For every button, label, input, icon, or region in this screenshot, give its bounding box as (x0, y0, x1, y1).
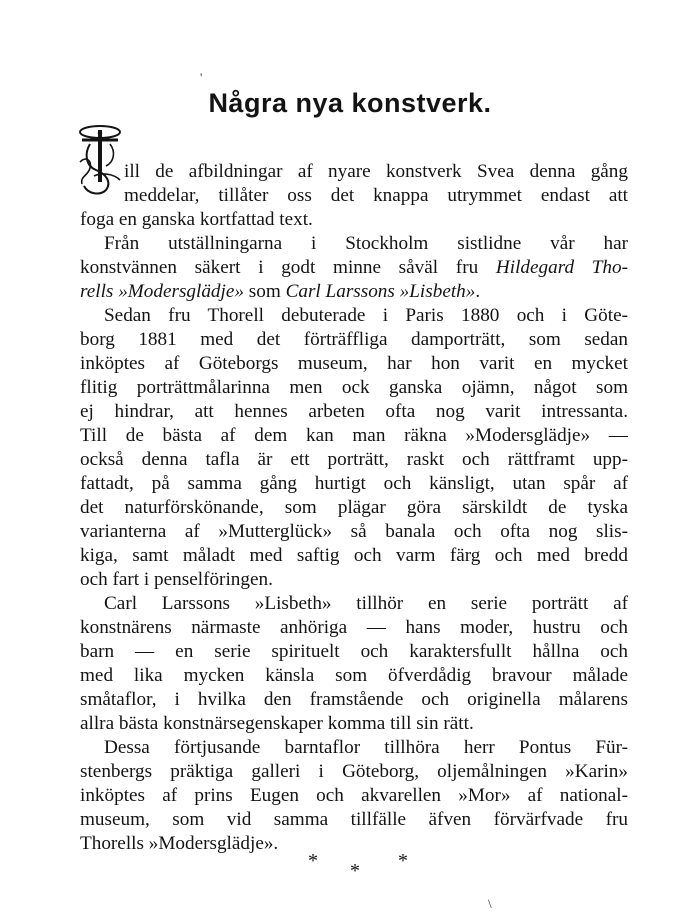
text-line: inköptes af Göteborgs museum, har hon varit en mycket (80, 353, 628, 374)
text-line: Från utställningarna i Stockholm sistlidne vår har (104, 233, 628, 254)
text-line: fattadt, på samma gång hurtigt och känsligt, utan spår af (80, 473, 628, 494)
text-line: varianterna af »Mutterglück» så banala och ofta nog slis- (80, 521, 628, 542)
asterisk: * (308, 850, 318, 872)
text-line: borg 1881 med det förträffliga damporträtt, som sedan (80, 329, 628, 350)
text-line: ej hindrar, att hennes arbeten ofta nog varit intressanta. (80, 401, 628, 422)
text-line: Till de bästa af dem kan man räkna »Modersglädje» — (80, 425, 628, 446)
text-line: också denna tafla är ett porträtt, raskt och rättframt upp- (80, 449, 628, 470)
text-line: kiga, samt måladt med saftig och varm färg och med bredd (80, 545, 628, 566)
text-line: allra bästa konstnärsegenskaper komma till sin rätt. (80, 713, 474, 734)
stray-mark-bottom: \ (488, 896, 492, 911)
text-line: Thorells »Modersglädje». (80, 833, 279, 854)
text-line: rells »Modersglädje» som Carl Larssons »Lisbeth». (80, 281, 481, 302)
text-line: stenbergs präktiga galleri i Göteborg, oljemålningen »Karin» (80, 761, 628, 782)
article-title: Några nya konstverk. (208, 88, 492, 118)
svg-text:T: T (97, 131, 103, 140)
asterisk: * (350, 860, 360, 882)
text-line: det naturförskönande, som plägar göra särskildt de tyska (80, 497, 628, 518)
text-line: inköptes af prins Eugen och akvarellen »Mor» af national- (80, 785, 628, 806)
text-line: och fart i penselföringen. (80, 569, 273, 590)
text-line: konstvännen säkert i godt minne såväl fru Hildegard Tho- (80, 257, 628, 278)
text-line: småtaflor, i hvilka den framstående och originella målarens (80, 689, 628, 710)
stray-mark-top: ' (200, 70, 203, 85)
section-divider-asterisks (0, 846, 700, 886)
text-line: med lika mycken känsla som öfverdådig bravour målade (80, 665, 628, 686)
text-line: Carl Larssons »Lisbeth» tillhör en serie porträtt af (104, 593, 628, 614)
text-line: meddelar, tillåter oss det knappa utrymmet endast att (124, 185, 628, 206)
text-line: barn — en serie spirituelt och karaktersfullt hållna och (80, 641, 628, 662)
text-line: konstnärens närmaste anhöriga — hans moder, hustru och (80, 617, 628, 638)
asterisk: * (398, 850, 408, 872)
text-line: foga en ganska kortfattad text. (80, 209, 313, 230)
text-line: Dessa förtjusande barntaflor tillhöra herr Pontus Für- (104, 737, 628, 758)
text-line: museum, som vid samma tillfälle äfven förvärfvade fru (80, 809, 628, 830)
text-line: Sedan fru Thorell debuterade i Paris 1880 och i Göte- (104, 305, 628, 326)
ornamental-dropcap-t (76, 122, 124, 200)
text-line: ill de afbildningar af nyare konstverk Svea denna gång (124, 161, 628, 182)
text-line: flitig porträttmålarinna men ock ganska ojämn, något som (80, 377, 628, 398)
